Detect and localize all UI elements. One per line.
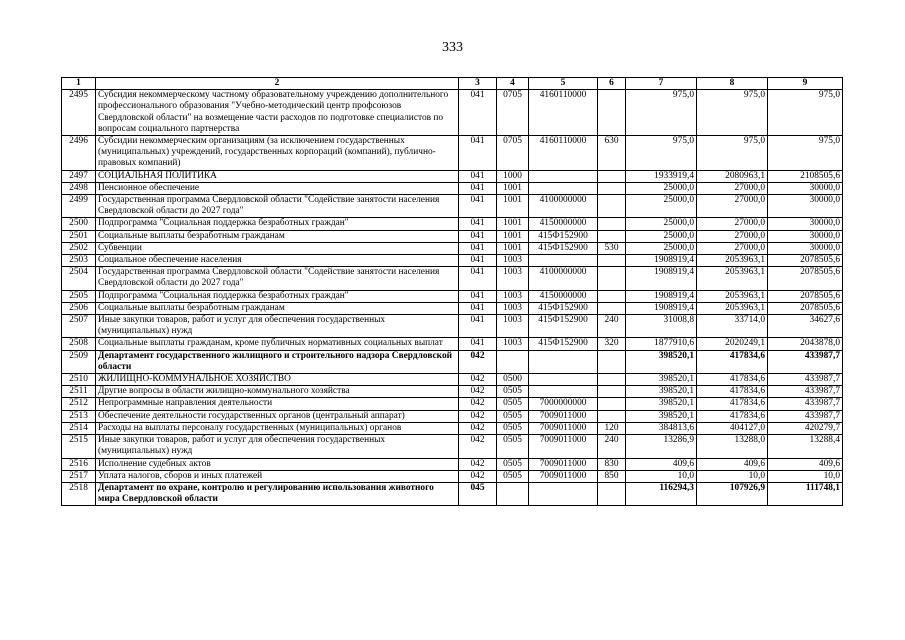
expense-type-code [598,482,626,505]
amount-col-9: 2078505,6 [768,255,843,267]
table-row [62,182,843,194]
column-header: 5 [529,78,598,90]
section-code: 0705 [497,136,529,171]
section-code: 1003 [497,338,529,350]
amount-col-7: 398520,1 [626,398,697,410]
amount-col-9: 433987,7 [768,410,843,422]
expense-type-code: 530 [598,242,626,254]
table-row [62,90,843,136]
row-number: 2505 [62,290,96,302]
row-name: Субсидии некоммерческим организациям (за исключением государственных (муниципальных) учреждений, государственных корпораций (компаний), публично-правовых компаний) [96,136,459,171]
row-number: 2500 [62,218,96,230]
target-article-code: 7009011000 [529,470,598,482]
ministry-code: 042 [459,458,497,470]
amount-col-8: 2053963,1 [697,267,768,290]
amount-col-7: 25000,0 [626,242,697,254]
section-code: 1001 [497,230,529,242]
target-article-code: 7009011000 [529,422,598,434]
amount-col-7: 116294,3 [626,482,697,505]
table-row [62,470,843,482]
expense-type-code [598,350,626,373]
amount-col-9: 2108505,6 [768,170,843,182]
amount-col-7: 398520,1 [626,350,697,373]
amount-col-8: 404127,0 [697,422,768,434]
row-number: 2511 [62,386,96,398]
expense-type-code [598,374,626,386]
amount-col-7: 1933919,4 [626,170,697,182]
amount-col-7: 975,0 [626,136,697,171]
row-name: Социальные выплаты безработным гражданам [96,302,459,314]
section-code: 0505 [497,398,529,410]
table-row [62,350,843,373]
section-code: 1001 [497,218,529,230]
target-article-code: 415Ф152900 [529,315,598,338]
amount-col-8: 2080963,1 [697,170,768,182]
amount-col-9: 30000,0 [768,195,843,218]
row-name: СОЦИАЛЬНАЯ ПОЛИТИКА [96,170,459,182]
section-code [497,350,529,373]
section-code: 0505 [497,458,529,470]
row-number: 2509 [62,350,96,373]
expense-type-code [598,195,626,218]
amount-col-9: 2043878,0 [768,338,843,350]
ministry-code: 042 [459,350,497,373]
column-header: 9 [768,78,843,90]
amount-col-8: 2053963,1 [697,290,768,302]
ministry-code: 041 [459,302,497,314]
column-header: 8 [697,78,768,90]
amount-col-8: 107926,9 [697,482,768,505]
section-code: 0500 [497,374,529,386]
budget-table [61,77,843,506]
row-name: Иные закупки товаров, работ и услуг для обеспечения государственных (муниципальных) нужд [96,315,459,338]
amount-col-9: 433987,7 [768,374,843,386]
section-code: 1003 [497,302,529,314]
table-body [62,90,843,506]
section-code: 1003 [497,267,529,290]
amount-col-9: 10,0 [768,470,843,482]
section-code: 0505 [497,386,529,398]
ministry-code: 041 [459,255,497,267]
expense-type-code: 320 [598,338,626,350]
target-article-code [529,386,598,398]
row-name: Подпрограмма "Социальная поддержка безработных граждан" [96,218,459,230]
ministry-code: 045 [459,482,497,505]
column-header: 7 [626,78,697,90]
table-row [62,255,843,267]
amount-col-7: 398520,1 [626,386,697,398]
target-article-code [529,350,598,373]
ministry-code: 041 [459,136,497,171]
amount-col-9: 409,6 [768,458,843,470]
amount-col-9: 433987,7 [768,386,843,398]
column-header: 4 [497,78,529,90]
row-number: 2508 [62,338,96,350]
row-name: Обеспечение деятельности государственных органов (центральный аппарат) [96,410,459,422]
expense-type-code [598,302,626,314]
ministry-code: 042 [459,410,497,422]
target-article-code: 4100000000 [529,195,598,218]
row-number: 2501 [62,230,96,242]
ministry-code: 041 [459,338,497,350]
row-name: ЖИЛИЩНО-КОММУНАЛЬНОЕ ХОЗЯЙСТВО [96,374,459,386]
table-row [62,422,843,434]
section-code: 0505 [497,422,529,434]
amount-col-9: 2078505,6 [768,267,843,290]
amount-col-9: 433987,7 [768,398,843,410]
amount-col-8: 27000,0 [697,218,768,230]
ministry-code: 041 [459,242,497,254]
amount-col-8: 2053963,1 [697,302,768,314]
ministry-code: 041 [459,315,497,338]
ministry-code: 042 [459,435,497,458]
ministry-code: 041 [459,182,497,194]
section-code: 0505 [497,435,529,458]
ministry-code: 041 [459,218,497,230]
expense-type-code [598,182,626,194]
amount-col-8: 975,0 [697,90,768,136]
row-number: 2496 [62,136,96,171]
section-code: 0505 [497,410,529,422]
amount-col-9: 433987,7 [768,350,843,373]
amount-col-7: 1908919,4 [626,290,697,302]
row-name: Иные закупки товаров, работ и услуг для обеспечения государственных (муниципальных) нужд [96,435,459,458]
amount-col-7: 10,0 [626,470,697,482]
table-row [62,170,843,182]
expense-type-code [598,290,626,302]
expense-type-code [598,90,626,136]
row-number: 2510 [62,374,96,386]
target-article-code [529,170,598,182]
expense-type-code: 120 [598,422,626,434]
amount-col-9: 975,0 [768,136,843,171]
amount-col-7: 398520,1 [626,410,697,422]
ministry-code: 041 [459,90,497,136]
amount-col-7: 25000,0 [626,195,697,218]
row-name: Расходы на выплаты персоналу государственных (муниципальных) органов [96,422,459,434]
table-row [62,302,843,314]
ministry-code: 042 [459,374,497,386]
amount-col-7: 31008,8 [626,315,697,338]
section-code: 1001 [497,195,529,218]
column-header: 1 [62,78,96,90]
ministry-code: 042 [459,386,497,398]
target-article-code: 7009011000 [529,458,598,470]
amount-col-8: 417834,6 [697,410,768,422]
row-name: Департамент государственного жилищного и строительного надзора Свердловской области [96,350,459,373]
amount-col-9: 30000,0 [768,218,843,230]
row-name: Субвенции [96,242,459,254]
table-row [62,410,843,422]
target-article-code: 4150000000 [529,218,598,230]
target-article-code: 4160110000 [529,90,598,136]
row-name: Государственная программа Свердловской области "Содействие занятости населения Свердловской области до 2027 года" [96,267,459,290]
amount-col-8: 13288,0 [697,435,768,458]
row-name: Социальные выплаты гражданам, кроме публичных нормативных социальных выплат [96,338,459,350]
target-article-code: 7000000000 [529,398,598,410]
row-name: Непрограммные направления деятельности [96,398,459,410]
section-code: 1003 [497,290,529,302]
amount-col-7: 1908919,4 [626,267,697,290]
table-header-row [62,78,843,90]
amount-col-9: 975,0 [768,90,843,136]
amount-col-8: 27000,0 [697,195,768,218]
ministry-code: 041 [459,170,497,182]
column-header: 6 [598,78,626,90]
amount-col-8: 417834,6 [697,374,768,386]
expense-type-code [598,218,626,230]
ministry-code: 041 [459,267,497,290]
amount-col-7: 25000,0 [626,230,697,242]
column-header: 3 [459,78,497,90]
expense-type-code: 630 [598,136,626,171]
expense-type-code [598,410,626,422]
expense-type-code: 240 [598,315,626,338]
amount-col-7: 25000,0 [626,218,697,230]
amount-col-7: 975,0 [626,90,697,136]
amount-col-8: 2053963,1 [697,255,768,267]
amount-col-7: 384813,6 [626,422,697,434]
row-name: Пенсионное обеспечение [96,182,459,194]
amount-col-9: 111748,1 [768,482,843,505]
target-article-code: 4100000000 [529,267,598,290]
expense-type-code [598,267,626,290]
column-header: 2 [96,78,459,90]
amount-col-9: 2078505,6 [768,290,843,302]
row-number: 2513 [62,410,96,422]
ministry-code: 042 [459,470,497,482]
amount-col-8: 27000,0 [697,182,768,194]
row-number: 2503 [62,255,96,267]
amount-col-7: 1877910,6 [626,338,697,350]
amount-col-9: 2078505,6 [768,302,843,314]
row-number: 2517 [62,470,96,482]
table-row [62,458,843,470]
row-name: Департамент по охране, контролю и регулированию использования животного мира Свердловской области [96,482,459,505]
table-row [62,398,843,410]
amount-col-8: 417834,6 [697,350,768,373]
amount-col-7: 1908919,4 [626,255,697,267]
row-name: Подпрограмма "Социальная поддержка безработных граждан" [96,290,459,302]
amount-col-7: 13286,9 [626,435,697,458]
section-code: 1001 [497,182,529,194]
target-article-code: 415Ф152900 [529,302,598,314]
row-number: 2515 [62,435,96,458]
table-row [62,315,843,338]
table-row [62,290,843,302]
table-row [62,435,843,458]
table-row [62,386,843,398]
amount-col-9: 420279,7 [768,422,843,434]
table-row [62,195,843,218]
amount-col-9: 30000,0 [768,242,843,254]
table-row [62,242,843,254]
expense-type-code [598,398,626,410]
row-number: 2504 [62,267,96,290]
table-row [62,482,843,505]
ministry-code: 041 [459,195,497,218]
amount-col-9: 30000,0 [768,230,843,242]
row-number: 2507 [62,315,96,338]
ministry-code: 042 [459,422,497,434]
target-article-code [529,182,598,194]
row-number: 2516 [62,458,96,470]
section-code [497,482,529,505]
row-number: 2514 [62,422,96,434]
amount-col-8: 975,0 [697,136,768,171]
table-row [62,218,843,230]
target-article-code: 415Ф152900 [529,242,598,254]
expense-type-code: 240 [598,435,626,458]
table-row [62,230,843,242]
row-number: 2506 [62,302,96,314]
amount-col-8: 27000,0 [697,242,768,254]
amount-col-9: 34627,6 [768,315,843,338]
table-row [62,374,843,386]
amount-col-7: 25000,0 [626,182,697,194]
target-article-code [529,374,598,386]
expense-type-code [598,386,626,398]
target-article-code: 7009011000 [529,410,598,422]
row-number: 2518 [62,482,96,505]
amount-col-9: 13288,4 [768,435,843,458]
target-article-code [529,482,598,505]
table-row [62,338,843,350]
row-number: 2499 [62,195,96,218]
row-number: 2512 [62,398,96,410]
target-article-code [529,255,598,267]
ministry-code: 041 [459,290,497,302]
amount-col-8: 33714,0 [697,315,768,338]
amount-col-8: 417834,6 [697,398,768,410]
section-code: 1001 [497,242,529,254]
section-code: 1003 [497,255,529,267]
ministry-code: 042 [459,398,497,410]
section-code: 1000 [497,170,529,182]
table-row [62,267,843,290]
target-article-code: 4150000000 [529,290,598,302]
expense-type-code [598,255,626,267]
section-code: 0705 [497,90,529,136]
row-number: 2495 [62,90,96,136]
page-number: 333 [442,40,463,55]
row-name: Социальные выплаты безработным гражданам [96,230,459,242]
amount-col-7: 409,6 [626,458,697,470]
target-article-code: 4160110000 [529,136,598,171]
amount-col-8: 417834,6 [697,386,768,398]
expense-type-code: 830 [598,458,626,470]
target-article-code: 415Ф152900 [529,338,598,350]
expense-type-code: 850 [598,470,626,482]
row-name: Субсидия некоммерческому частному образовательному учреждению дополнительного профессионального образования "Учебно-методический центр профсоюзов Свердловской области" на возмещение части расходов по подготовке специалистов по вопросам социального партнерства [96,90,459,136]
amount-col-9: 30000,0 [768,182,843,194]
amount-col-8: 10,0 [697,470,768,482]
amount-col-8: 27000,0 [697,230,768,242]
expense-type-code [598,170,626,182]
row-name: Государственная программа Свердловской области "Содействие занятости населения Свердловской области до 2027 года" [96,195,459,218]
row-name: Исполнение судебных актов [96,458,459,470]
section-code: 1003 [497,315,529,338]
target-article-code: 7009011000 [529,435,598,458]
row-number: 2497 [62,170,96,182]
expense-type-code [598,230,626,242]
section-code: 0505 [497,470,529,482]
row-name: Социальное обеспечение населения [96,255,459,267]
ministry-code: 041 [459,230,497,242]
target-article-code: 415Ф152900 [529,230,598,242]
amount-col-8: 2020249,1 [697,338,768,350]
row-name: Другие вопросы в области жилищно-коммунального хозяйства [96,386,459,398]
amount-col-7: 398520,1 [626,374,697,386]
amount-col-7: 1908919,4 [626,302,697,314]
row-number: 2498 [62,182,96,194]
row-number: 2502 [62,242,96,254]
row-name: Уплата налогов, сборов и иных платежей [96,470,459,482]
table-row [62,136,843,171]
amount-col-8: 409,6 [697,458,768,470]
